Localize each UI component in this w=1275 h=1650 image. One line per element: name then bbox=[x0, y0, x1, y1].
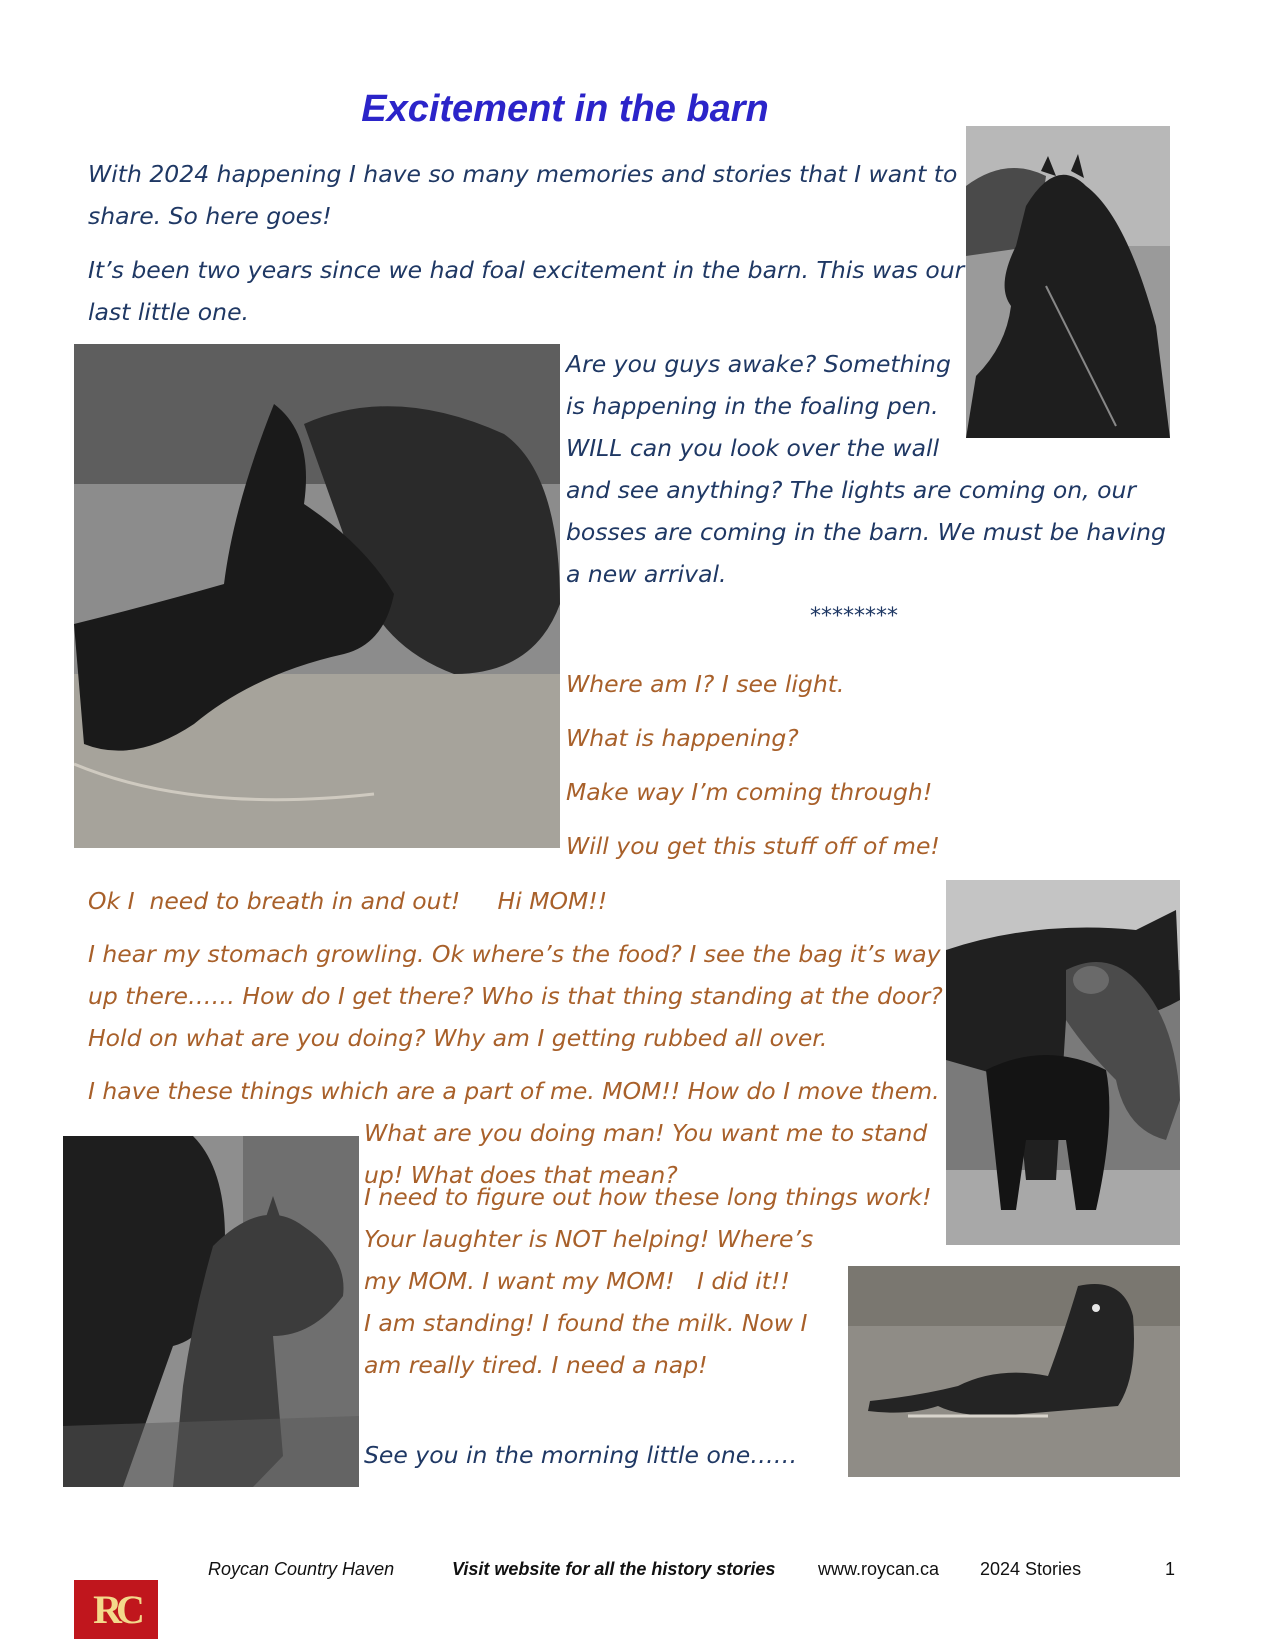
intro-line: share. So here goes! bbox=[88, 202, 332, 230]
intro-line: With 2024 happening I have so many memories and stories that I want to bbox=[88, 160, 958, 188]
foal-line: Will you get this stuff off of me! bbox=[566, 832, 940, 860]
foal-line: Make way I’m coming through! bbox=[566, 778, 933, 806]
logo-text: RC bbox=[93, 1587, 139, 1632]
page-title: Excitement in the barn bbox=[361, 88, 769, 130]
foal-line: am really tired. I need a nap! bbox=[364, 1351, 708, 1379]
foal-lines-b bbox=[88, 880, 607, 922]
horses-talk-line: bosses are coming in the barn. We must be having bbox=[566, 518, 1166, 546]
foal-lines-a bbox=[566, 663, 940, 867]
foal-line: up! What does that mean? bbox=[364, 1161, 678, 1189]
foal-lines-e bbox=[364, 1176, 932, 1386]
roycan-logo bbox=[74, 1580, 158, 1639]
footer-collection: 2024 Stories bbox=[980, 1559, 1082, 1579]
intro-line: last little one. bbox=[88, 298, 250, 326]
page-number: 1 bbox=[1165, 1559, 1176, 1579]
foal-lines-c bbox=[88, 933, 943, 1059]
foal-line: I have these things which are a part of me. MOM!! How do I move them. bbox=[88, 1077, 940, 1105]
foal-lying-photo bbox=[848, 1266, 1180, 1477]
horses-talk-paragraph bbox=[566, 343, 1166, 595]
closing-line: See you in the morning little one…… bbox=[364, 1441, 798, 1469]
footer-cta: Visit website for all the history stories bbox=[452, 1559, 776, 1579]
man-helping-foal-photo bbox=[946, 880, 1180, 1245]
footer-website-link[interactable]: www.roycan.ca bbox=[818, 1559, 940, 1579]
foal-line: Hold on what are you doing? Why am I getting rubbed all over. bbox=[88, 1024, 828, 1052]
closing-paragraph bbox=[364, 1434, 797, 1476]
horses-talk-line: and see anything? The lights are coming on, our bbox=[566, 476, 1137, 504]
foal-line: up there…… How do I get there? Who is that thing standing at the door? bbox=[88, 982, 943, 1010]
footer-brand: Roycan Country Haven bbox=[208, 1559, 395, 1579]
horses-talk-line: WILL can you look over the wall bbox=[566, 434, 940, 462]
foal-nursing-photo bbox=[63, 1136, 359, 1487]
foal-line: I need to figure out how these long things work! bbox=[364, 1183, 932, 1211]
newborn-foal-photo bbox=[74, 344, 560, 848]
foal-line: What is happening? bbox=[566, 724, 799, 752]
foal-line: I hear my stomach growling. Ok where’s the food? I see the bag it’s way bbox=[88, 940, 941, 968]
intro-paragraphs bbox=[88, 153, 964, 333]
horses-talk-line: Are you guys awake? Something bbox=[566, 350, 951, 378]
intro-line: It’s been two years since we had foal excitement in the barn. This was our bbox=[88, 256, 965, 284]
horses-talk-line: is happening in the foaling pen. bbox=[566, 392, 939, 420]
horses-talk-line: a new arrival. bbox=[566, 560, 727, 588]
foal-line: I am standing! I found the milk. Now I bbox=[364, 1309, 808, 1337]
foal-line: Where am I? I see light. bbox=[566, 670, 845, 698]
foal-line: What are you doing man! You want me to stand bbox=[364, 1119, 928, 1147]
foal-line: my MOM. I want my MOM! I did it!! bbox=[364, 1267, 790, 1295]
foal-line: Your laughter is NOT helping! Where’s bbox=[364, 1225, 814, 1253]
foal-line: Ok I need to breath in and out! Hi MOM!! bbox=[88, 887, 608, 915]
section-separator: ******** bbox=[810, 604, 898, 629]
